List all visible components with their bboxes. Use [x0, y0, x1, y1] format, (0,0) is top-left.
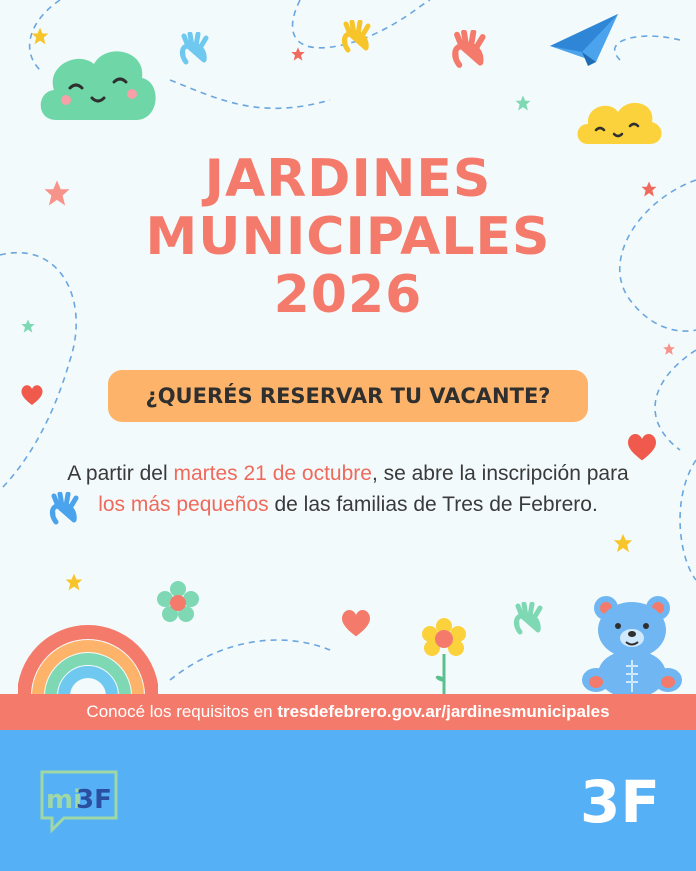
- heart-icon: [20, 384, 44, 406]
- cloud-green-icon: [36, 42, 158, 128]
- star-icon: [290, 46, 306, 62]
- requirements-link[interactable]: tresdefebrero.gov.ar/jardinesmunicipales: [277, 702, 610, 721]
- paper-plane-icon: [548, 12, 622, 66]
- hand-icon: [512, 602, 548, 638]
- reserve-question-banner: [108, 370, 588, 422]
- heart-icon: [340, 608, 372, 638]
- announcement-part-3: de las familias de Tres de Febrero.: [268, 493, 598, 516]
- star-icon: [514, 94, 532, 112]
- announcement-text: [60, 458, 636, 520]
- page-title: [0, 150, 696, 324]
- announcement-part-2: , se abre la inscripción para: [371, 462, 629, 485]
- date-highlight: martes 21 de octubre: [173, 462, 372, 485]
- hand-icon: [340, 20, 376, 56]
- flower-icon: [156, 580, 200, 624]
- star-icon: [662, 342, 676, 356]
- flower-icon: [420, 618, 470, 696]
- star-icon: [64, 572, 84, 592]
- requirements-prefix: Conocé los requisitos en: [86, 702, 278, 721]
- 3f-logo: [580, 768, 660, 828]
- hand-icon: [178, 32, 214, 68]
- teddy-bear-icon: [572, 594, 688, 696]
- 3f-logo-text: 3F: [580, 768, 660, 828]
- rainbow-icon: [18, 616, 158, 696]
- mi3f-logo-suffix: 3F: [76, 785, 112, 815]
- announcement-part-1: A partir del: [67, 462, 174, 485]
- cloud-yellow-icon: [576, 94, 662, 150]
- star-icon: [30, 26, 50, 46]
- mi3f-logo: [38, 768, 120, 834]
- mi3f-logo-prefix: mi: [46, 785, 83, 815]
- reserve-question-text: ¿QUERÉS RESERVAR TU VACANTE?: [145, 384, 551, 408]
- title-line-1: JARDINES: [204, 149, 492, 209]
- title-line-2: MUNICIPALES: [145, 207, 551, 267]
- hand-icon: [450, 30, 492, 72]
- star-icon: [612, 532, 634, 554]
- requirements-band: [0, 694, 696, 730]
- title-line-3: 2026: [273, 265, 423, 325]
- audience-highlight: los más pequeños: [98, 493, 269, 516]
